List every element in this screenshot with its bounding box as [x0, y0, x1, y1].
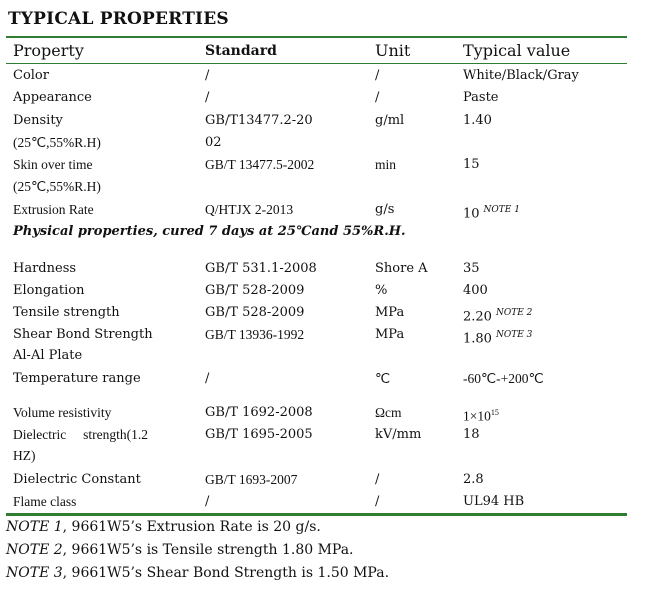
unit-cell: MPa — [375, 327, 405, 342]
standard-cell: GB/T 13936-1992 — [205, 327, 305, 342]
table-row — [0, 302, 640, 324]
value-cell: White/Black/Gray — [463, 68, 579, 83]
note-reference: NOTE 1 — [483, 205, 520, 215]
table-row — [0, 154, 640, 198]
standard-cell: GB/T 13477.5-2002 — [205, 157, 315, 172]
value-cell: 18 — [463, 427, 480, 442]
footnote — [6, 540, 354, 560]
property-cell: Tensile strength — [13, 305, 120, 320]
unit-cell: g/ml — [375, 113, 405, 128]
standard-cell: GB/T 1695-2005 — [205, 427, 313, 442]
table-row — [0, 324, 640, 368]
value-cell: 10 $^{NOTE 1}$ — [463, 205, 520, 222]
unit-cell: min — [375, 157, 397, 172]
value-cell: 1.40 — [463, 113, 492, 128]
property-subtext: HZ) — [13, 448, 36, 463]
standard-cell: GB/T 1692-2008 — [205, 405, 313, 420]
property-cell: Dielectric Constant — [13, 472, 141, 487]
standard-cell: GB/T 531.1-2008 — [205, 261, 317, 276]
standard-cell: GB/T 1693-2007 — [205, 472, 298, 487]
property-subtext: Al-Al Plate — [13, 348, 83, 363]
cure-conditions-subheading: Physical properties, cured 7 days at 25℃and 55%R.H. — [13, 224, 406, 239]
footnote-label: NOTE 1 — [6, 519, 63, 535]
value-cell: 15 — [463, 157, 480, 172]
unit-cell: ℃ — [375, 371, 391, 386]
property-cell: Shear Bond Strength — [13, 327, 153, 342]
standard-cell: GB/T 528-2009 — [205, 283, 305, 298]
unit-cell: / — [375, 68, 380, 83]
value-cell: -60℃-+200℃ — [463, 371, 544, 386]
standard-cell: / — [205, 371, 210, 386]
standard-cell: Q/HTJX 2-2013 — [205, 202, 294, 217]
standard-cell: GB/T 528-2009 — [205, 305, 305, 320]
table-row — [0, 469, 640, 491]
footnote-label: NOTE 2 — [6, 542, 63, 558]
property-cell: Density — [13, 113, 63, 128]
value-exponent: 15 — [490, 408, 499, 417]
unit-cell: Ωcm — [375, 405, 402, 420]
property-cell: Dielectric strength(1.2 — [13, 427, 148, 442]
footnote-text: , 9661W5’s Extrusion Rate is 20 g/s. — [62, 519, 321, 535]
value-cell: Paste — [463, 90, 499, 105]
header-unit: Unit — [375, 41, 411, 60]
note-reference: NOTE 3 — [495, 330, 533, 340]
table-row — [0, 258, 640, 280]
unit-cell: / — [375, 90, 380, 105]
standard-cell: / — [205, 494, 210, 509]
value-cell: 35 — [463, 261, 480, 276]
property-cell: Flame class — [13, 494, 77, 509]
footnote — [6, 517, 321, 537]
header-property: Property — [13, 41, 84, 60]
table-top-rule — [6, 36, 627, 38]
value-cell: UL94 HB — [463, 494, 525, 509]
footnote — [6, 563, 389, 583]
property-cell: Volume resistivity — [13, 405, 112, 420]
property-cell: Elongation — [13, 283, 85, 298]
property-condition: (25℃,55%R.H) — [13, 179, 101, 194]
property-cell: Hardness — [13, 261, 77, 276]
unit-cell: MPa — [375, 305, 405, 320]
unit-cell: % — [375, 283, 388, 298]
table-row — [0, 424, 640, 468]
unit-cell: / — [375, 494, 380, 509]
table-row — [0, 87, 640, 109]
standard-cell: GB/T13477.2-20 — [205, 113, 313, 128]
table-row — [0, 199, 640, 221]
value-cell: 400 — [463, 283, 488, 298]
table-row — [0, 65, 640, 87]
unit-cell: kV/mm — [375, 427, 422, 442]
property-cell: Appearance — [13, 90, 92, 105]
header-standard: Standard — [205, 43, 277, 59]
property-cell: Extrusion Rate — [13, 202, 94, 217]
table-row — [0, 110, 640, 154]
value-cell: 2.20 $^{NOTE 2}$ — [463, 308, 533, 325]
header-value: Typical value — [463, 41, 571, 60]
value-cell: 2.8 — [463, 472, 484, 487]
note-reference: NOTE 2 — [495, 308, 533, 318]
property-cell: Temperature range — [13, 371, 141, 386]
standard-cell-cont: 02 — [205, 135, 222, 150]
standard-cell: / — [205, 90, 210, 105]
value-cell: $1\times 10^{15}$ — [463, 408, 499, 424]
table-row — [0, 402, 640, 424]
standard-cell: / — [205, 68, 210, 83]
table-row — [0, 491, 640, 513]
table-row — [0, 368, 640, 390]
footnote-text: , 9661W5’s is Tensile strength 1.80 MPa. — [62, 542, 354, 558]
property-cell: Color — [13, 68, 49, 83]
value-cell: 1.80 $^{NOTE 3}$ — [463, 330, 533, 347]
unit-cell: Shore A — [375, 261, 428, 276]
table-row — [0, 280, 640, 302]
footnote-label: NOTE 3 — [6, 565, 63, 581]
unit-cell: / — [375, 472, 380, 487]
property-condition: (25℃,55%R.H) — [13, 135, 101, 150]
table-bottom-rule — [6, 513, 627, 516]
header-rule — [6, 63, 627, 64]
unit-cell: g/s — [375, 202, 395, 217]
property-cell: Skin over time — [13, 157, 93, 172]
section-title: TYPICAL PROPERTIES — [8, 9, 229, 29]
footnote-text: , 9661W5’s Shear Bond Strength is 1.50 MPa. — [62, 565, 390, 581]
